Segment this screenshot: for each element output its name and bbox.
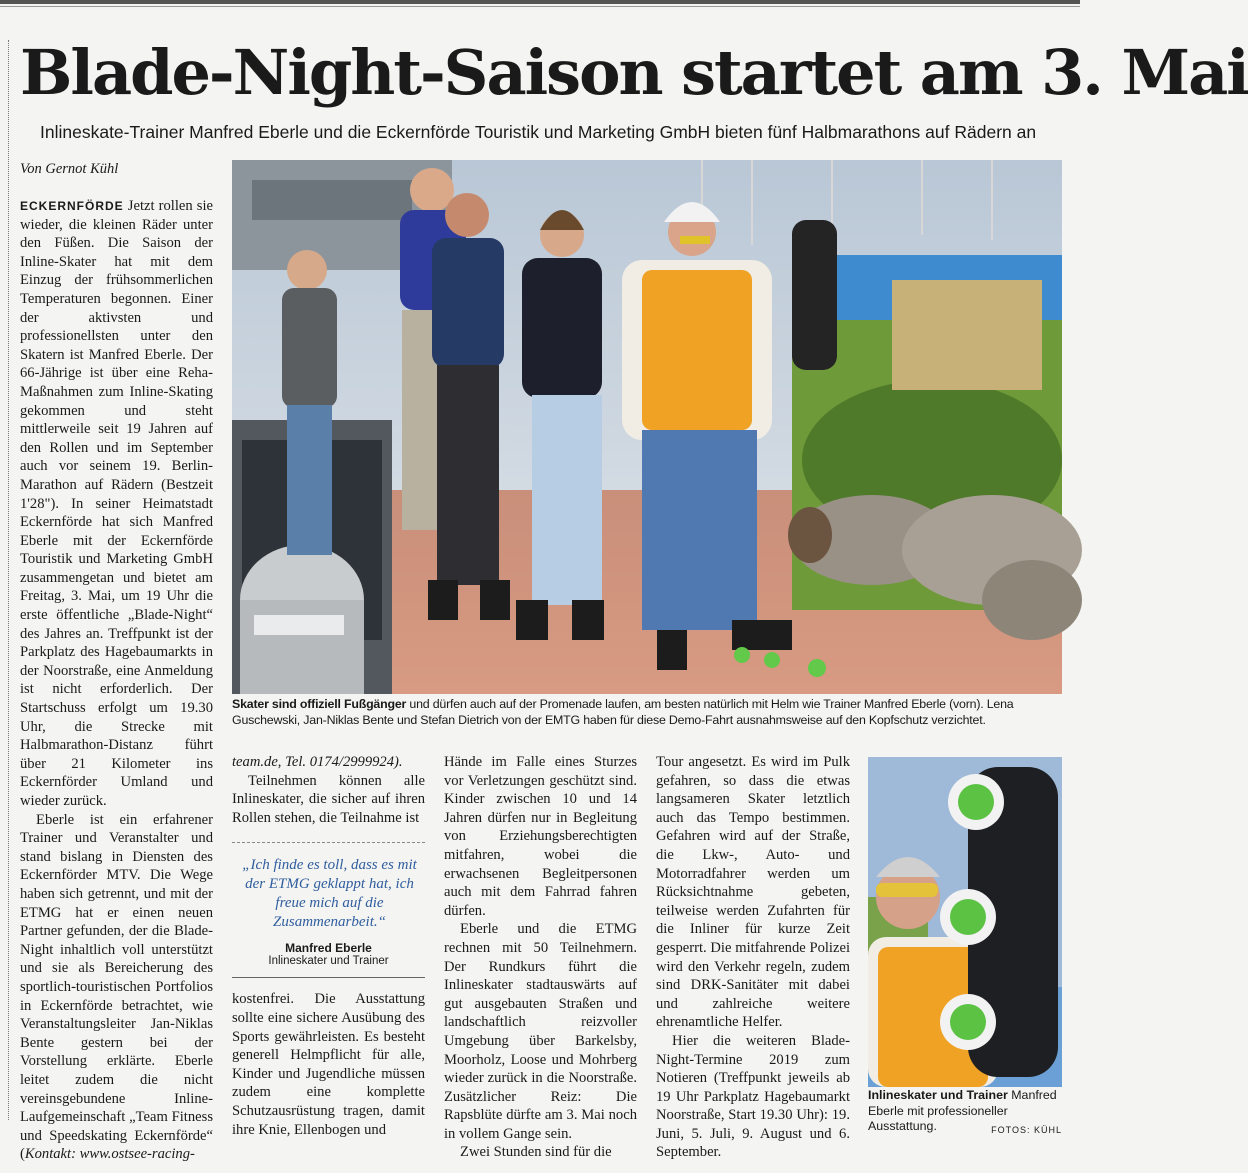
headline: Blade-Night-Saison startet am 3. Mai xyxy=(20,36,1248,109)
paragraph: Tour angesetzt. Es wird im Pulk gefahren, so dass die etwas langsameren Skater letztlich auch das Tempo bestimmen. Gefahren wird auf der Straße, die Lkw-, Auto- und Motorradfahrer werden um Rücksichtnahme gebeten, teilweise werden Zufahrten für die Inliner für kurze Zeit gesperrt. Die mitfahrende Polizei wird den Verkehr regeln, zudem sind DRK-Sanitäter mit dabei und zahlreiche weitere ehrenamtliche Helfer. xyxy=(656,754,850,1031)
column-rule xyxy=(8,40,9,1120)
caption-lead: Inlineskater und Trainer xyxy=(868,1088,1008,1102)
paragraph xyxy=(232,753,425,772)
main-photo xyxy=(232,160,1062,694)
top-rule-thin xyxy=(0,6,1080,7)
contact-url-continued: team.de xyxy=(232,754,278,770)
contact-phone: , Tel. 0174/2999924). xyxy=(277,754,403,770)
paragraph: Hände im Falle eines Sturzes vor Verletzungen geschützt sind. Kinder zwischen 10 und 14 Jahren dürfen nur in Begleitung von Erziehungsberechtigten mitfahren, wobei die erwachsenen Begleitpersonen auch mit dem Fahrrad fahren dürfen. xyxy=(444,754,637,919)
pull-quote-role: Inlineskater und Trainer xyxy=(268,955,389,967)
article-column-1 xyxy=(20,197,213,1164)
photo-credit: FOTOS: KÜHL xyxy=(991,1125,1062,1135)
paragraph: Zwei Stunden sind für die xyxy=(460,1144,612,1161)
paragraph: Hier die weiteren Blade-Night-Termine 2019 zum Notieren (Treffpunkt jeweils ab 19 Uhr Parkplatz Hagebaumarkt Noorstraße, Start 19.30 Uhr): 19. Juni, 5. Juli, 9. August und 6. September. xyxy=(656,1032,850,1161)
paragraph: kostenfrei. Die Ausstattung sollte eine sichere Ausübung des Sports gewährleisten. Es besteht generell Helmpflicht für alle, Kinder und Jugendliche müssen zudem eine komplette Schutzausrüstung tragen, damit ihre Knie, Ellenbogen und xyxy=(232,991,425,1138)
trainer-photo-caption xyxy=(868,1088,1062,1139)
byline: Von Gernot Kühl xyxy=(20,161,119,177)
caption-text: und dürfen auch auf der Promenade laufen, am besten natürlich mit Helm wie Trainer Manfred Eberle (vorn). Lena Guschewski, Jan-Niklas Bente und Stefan Dietrich von der EMTG haben für diese Demo-Fahrt ausnahmsweise auf den Kopfschutz verzichtet. xyxy=(232,697,1014,727)
main-photo-caption xyxy=(232,696,1062,728)
pull-quote-text: „Ich finde es toll, dass es mit der ETMG geklappt hat, ich freue mich auf die Zusammenarbeit.“ xyxy=(242,857,417,930)
paragraph-text: Eberle ist ein erfahrener Trainer und Veranstalter und stand bislang in Diensten des Eckernförder MTV. Die Wege haben sich getrennt, und mit der ETMG hat er einen neuen Partner gefunden, der die Blade-Night inhaltlich voll unterstützt und sie als Bereicherung des sportlich-touristischen Portfolios in Eckernförde betrachtet, wie Veranstaltungsleiter Jan-Niklas Bente gestern bei der Vorstellung erklärte. Eberle leitet zudem die nicht vereinsgebundene Inline-Laufgemeinschaft „Team Fitness und Speedskating Eckernförde“ ( xyxy=(20,811,213,1163)
paragraph xyxy=(20,197,213,811)
article-column-3 xyxy=(444,753,637,1162)
pull-quote-name: Manfred Eberle xyxy=(285,941,372,955)
dateline: ECKERNFÖRDE xyxy=(20,199,124,213)
subtitle: Inlineskate-Trainer Manfred Eberle und die Eckernförde Touristik und Marketing GmbH bieten fünf Halbmarathons auf Rädern an xyxy=(40,122,1037,142)
paragraph xyxy=(20,811,213,1164)
paragraph: Teilnehmen können alle Inlineskater, die sicher auf ihren Rollen stehen, die Teilnahme ist xyxy=(232,772,425,826)
trainer-photo xyxy=(868,757,1062,1087)
caption-lead: Skater sind offiziell Fußgänger xyxy=(232,697,407,711)
top-rule xyxy=(0,0,1080,4)
contact-label: Kontakt: xyxy=(24,1146,76,1163)
article-column-4 xyxy=(656,753,850,1162)
contact-url: www.ostsee-racing- xyxy=(79,1146,195,1163)
paragraph: Eberle und die ETMG rechnen mit 50 Teilnehmern. Der Rundkurs führt die Inlineskater stadtauswärts auf gut ausgebauten Straßen und landschaftlich reizvoller Umgebung über Barkelsby, Moorholz, Loose und Mohrberg wieder zurück in die Noorstraße. Zusätzlicher Reiz: Die Rapsblüte dürfte am 3. Mai noch in vollem Gange sein. xyxy=(444,921,637,1142)
caption-text: Manfred Eberle mit professioneller Ausstattung. xyxy=(868,1088,1057,1133)
paragraph-text: Jetzt rollen sie wieder, die kleinen Räder unter den Füßen. Die Saison der Inline-Skater hat mit dem Einzug der frühsommerlichen Temperaturen begonnen. Einer der aktivsten und professionellsten unter den Skatern ist Manfred Eberle. Der 66-Jährige ist über eine Reha-Maßnahmen zum Inline-Skating gekommen und steht mittlerweile seit 19 Jahren auf den Rollen und im September auch vor seinem 19. Berlin-Marathon auf Rädern (Bestzeit 1'28"). In seiner Heimatstadt Eckernförde hat sich Manfred Eberle mit der Eckernförde Touristik und Marketing GmbH zusammengetan und bietet am Freitag, 3. Mai, um 19 Uhr die erste öffentliche „Blade-Night“ des Jahres an. Treffpunkt ist der Parkplatz des Hagebaumarkts in der Noorstraße, eine Anmeldung ist nicht erforderlich. Der Startschuss erfolgt um 19.30 Uhr, die Strecke mit Halbmarathon-Distanz führt über 21 Kilometer ins Eckernförder Umland und wieder zurück. xyxy=(20,198,213,809)
